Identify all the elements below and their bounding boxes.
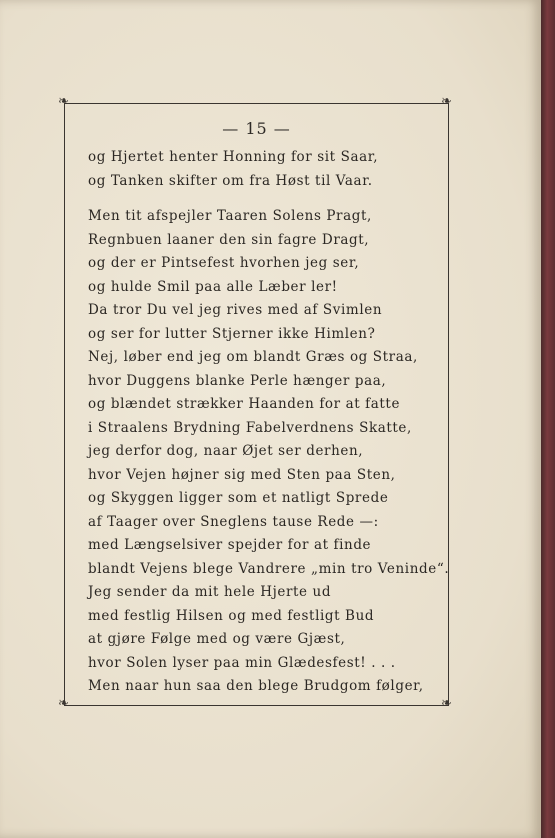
book-spine — [541, 0, 555, 838]
poem-line: Regnbuen laaner den sin fagre Dragt, — [88, 231, 370, 248]
poem-line: og Skyggen ligger som et natligt Sprede — [88, 490, 389, 506]
poem-line: at gjøre Følge med og være Gjæst, — [88, 631, 346, 647]
page-number: — 15 — — [222, 119, 291, 138]
poem-line: og hulde Smil paa alle Læber ler! — [88, 278, 338, 295]
poem-line: jeg derfor dog, naar Øjet ser derhen, — [88, 443, 364, 459]
poem-line: og der er Pintsefest hvorhen jeg ser, — [88, 255, 360, 271]
poem-line: i Straalens Brydning Fabelverdnens Skatte, — [88, 419, 412, 436]
corner-ornament-icon: ❧ — [441, 94, 452, 109]
poem-text — [88, 146, 450, 699]
poem-line: og Hjertet henter Honning for sit Saar, — [88, 149, 379, 165]
poem-line: Nej, løber end jeg om blandt Græs og Straa, — [88, 349, 418, 365]
corner-ornament-icon: ❧ — [441, 696, 452, 711]
poem-line: hvor Vejen højner sig med Sten paa Sten, — [88, 466, 396, 483]
poem-line: Jeg sender da mit hele Hjerte ud — [88, 584, 332, 600]
poem-line: blandt Vejens blege Vandrere „min tro Veninde“. — [88, 560, 450, 577]
poem-line: og ser for lutter Stjerner ikke Himlen? — [88, 325, 376, 342]
poem-line: Da tror Du vel jeg rives med af Svimlen — [88, 302, 383, 318]
stanza-break — [88, 193, 438, 205]
poem-line: med Længselsiver spejder for at finde — [88, 537, 372, 553]
poem-line: af Taager over Sneglens tause Rede —: — [88, 513, 379, 530]
poem-line: og Tanken skifter om fra Høst til Vaar. — [88, 172, 373, 189]
poem-line: Men tit afspejler Taaren Solens Pragt, — [88, 208, 372, 224]
poem-line: hvor Duggens blanke Perle hænger paa, — [88, 372, 387, 389]
poem-line: Men naar hun saa den blege Brudgom følger, — [88, 678, 424, 694]
corner-ornament-icon: ❧ — [58, 696, 69, 711]
poem-line: med festlig Hilsen og med festligt Bud — [88, 607, 375, 624]
poem-line: og blændet strækker Haanden for at fatte — [88, 396, 401, 412]
corner-ornament-icon: ❧ — [58, 94, 69, 109]
poem-line: hvor Solen lyser paa min Glædesfest! . . . — [88, 654, 396, 671]
